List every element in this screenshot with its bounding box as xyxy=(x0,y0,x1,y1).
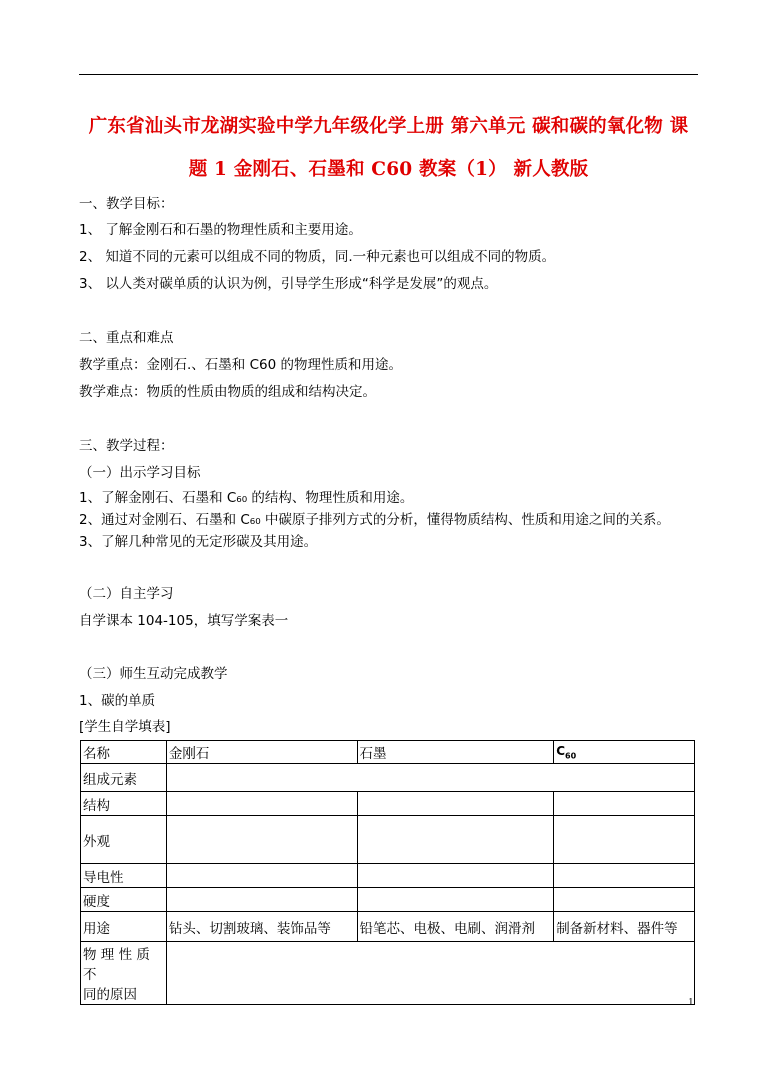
table-cell xyxy=(166,764,694,792)
table-cell xyxy=(166,888,357,912)
row-label-reason xyxy=(81,942,167,1005)
table-caption: [学生自学填表] xyxy=(79,719,171,735)
row-label: 外观 xyxy=(81,816,167,864)
row-label: 导电性 xyxy=(81,864,167,888)
table-cell xyxy=(357,816,554,864)
page-number: 1 xyxy=(688,996,694,1008)
key-point: 教学重点：金刚石.、石墨和 C60 的物理性质和用途。 xyxy=(79,357,402,373)
header-cell-c60 xyxy=(554,741,695,764)
table-row xyxy=(81,792,695,816)
table-cell xyxy=(554,888,695,912)
table-row xyxy=(81,816,695,864)
self-study-text: 自学课本 104-105，填写学案表一 xyxy=(79,613,289,629)
carbon-heading: 1、碳的单质 xyxy=(79,693,156,709)
difficult-point: 教学难点：物质的性质由物质的组成和结构决定。 xyxy=(79,384,376,400)
table-header-row xyxy=(81,741,695,764)
document-title-line1: 广东省汕头市龙湖实验中学九年级化学上册 第六单元 碳和碳的氧化物 课 xyxy=(88,116,689,137)
row-label: 结构 xyxy=(81,792,167,816)
goal-item: 1、 了解金刚石和石墨的物理性质和主要用途。 xyxy=(79,222,362,238)
table-row xyxy=(81,942,695,1005)
table-cell xyxy=(166,864,357,888)
header-rule xyxy=(79,74,698,75)
reason-line: 同的原因 xyxy=(83,987,137,1003)
header-cell: 名称 xyxy=(81,741,167,764)
table-cell: 铅笔芯、电极、电刷、润滑剂 xyxy=(357,912,554,942)
table-row xyxy=(81,764,695,792)
goals-heading: 一、教学目标： xyxy=(79,196,174,212)
table-cell xyxy=(554,864,695,888)
table-cell xyxy=(166,792,357,816)
step3-heading: （三）师生互动完成教学 xyxy=(79,666,228,682)
table-cell: 制备新材料、器件等 xyxy=(554,912,695,942)
objective-item: 1、了解金刚石、石墨和 C₆₀ 的结构、物理性质和用途。 xyxy=(79,490,414,506)
document-title-line2: 题 1 金刚石、石墨和 C60 教案（1） 新人教版 xyxy=(188,159,589,180)
reason-line: 物 理 性 质 不 xyxy=(83,947,150,983)
table-cell xyxy=(357,792,554,816)
objective-item: 3、了解几种常见的无定形碳及其用途。 xyxy=(79,534,318,550)
row-label: 组成元素 xyxy=(81,764,167,792)
table-cell xyxy=(554,816,695,864)
row-label: 用途 xyxy=(81,912,167,942)
c60-symbol: C xyxy=(556,744,565,759)
table-cell xyxy=(166,942,694,1005)
process-heading: 三、教学过程： xyxy=(79,438,174,454)
table-cell xyxy=(357,864,554,888)
table-cell xyxy=(357,888,554,912)
step1-heading: （一）出示学习目标 xyxy=(79,465,201,481)
table-cell: 钻头、切割玻璃、装饰品等 xyxy=(166,912,357,942)
goal-item: 3、 以人类对碳单质的认识为例，引导学生形成“科学是发展”的观点。 xyxy=(79,276,498,292)
step2-heading: （二）自主学习 xyxy=(79,586,174,602)
carbon-table xyxy=(80,740,695,1005)
key-heading: 二、重点和难点 xyxy=(79,330,174,346)
table-cell xyxy=(554,792,695,816)
table-row xyxy=(81,864,695,888)
goal-item: 2、 知道不同的元素可以组成不同的物质，同.一种元素也可以组成不同的物质。 xyxy=(79,249,556,265)
c60-subscript: 60 xyxy=(565,751,577,761)
objective-item: 2、通过对金刚石、石墨和 C₆₀ 中碳原子排列方式的分析，懂得物质结构、性质和用途之间的关系。 xyxy=(79,512,670,528)
table-row xyxy=(81,888,695,912)
header-cell: 石墨 xyxy=(357,741,554,764)
header-cell: 金刚石 xyxy=(166,741,357,764)
table-cell xyxy=(166,816,357,864)
table-row xyxy=(81,912,695,942)
row-label: 硬度 xyxy=(81,888,167,912)
